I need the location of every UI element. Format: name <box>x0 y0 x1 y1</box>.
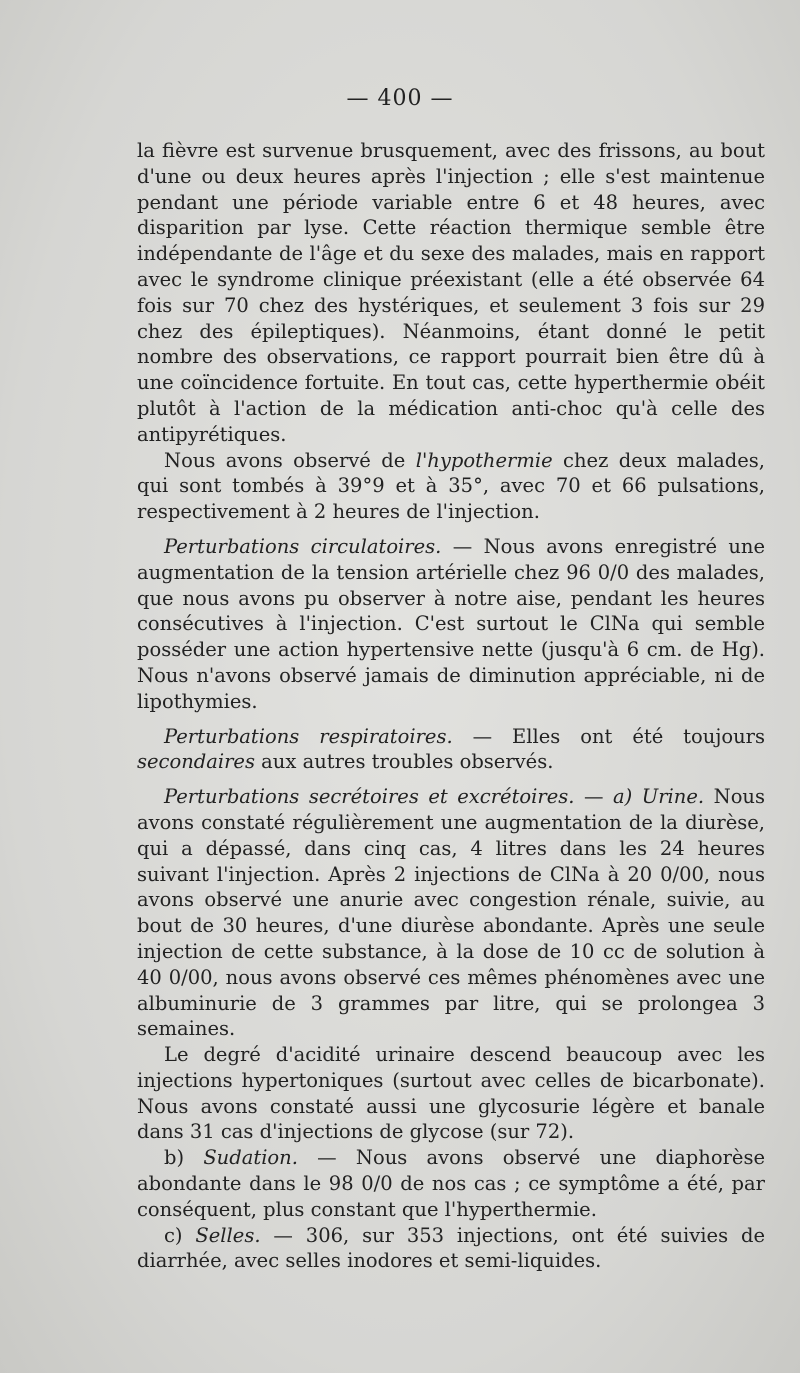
paragraph-selles <box>137 1223 765 1275</box>
sub-marker: a) <box>613 785 633 809</box>
paragraph-sudation <box>137 1145 765 1222</box>
text-body <box>137 138 765 1274</box>
section-heading: Perturbations secrétoires et excrétoires. <box>164 785 575 809</box>
italic-term: l'hypothermie <box>415 448 553 472</box>
paragraph-text: chez deux malades, qui sont tombés à 39°9 et à 35°, avec 70 et 66 pulsations, respectivement à 2 heures de l'injection. <box>137 448 765 524</box>
paragraph-fever <box>137 138 765 448</box>
paragraph-text: aux autres troubles observés. <box>254 750 554 774</box>
paragraph-hypothermia <box>137 448 765 525</box>
paragraph-respiratory <box>137 724 765 776</box>
paragraph-secretory <box>137 784 765 1042</box>
page-number: — 400 — <box>346 86 454 111</box>
sub-heading: Urine. <box>632 785 705 809</box>
sub-marker: b) <box>164 1146 185 1170</box>
italic-term: secondaires <box>137 750 255 774</box>
paragraph-text: — Elles ont été toujours <box>452 724 765 748</box>
sub-heading: Selles. <box>182 1223 261 1247</box>
paragraph-text: la fièvre est survenue brusquement, avec des frissons, au bout d'une ou deux heures après l'injection ; elle s'est maintenue pendant une période variable entre 6 et 48 heures, avec disparition par lyse. Cette réaction thermique semble être indépendante de l'âge et du sexe des malades, mais en rapport avec le syndrome clinique préexistant (elle a été observée 64 fois sur 70 chez des hystériques, et seulement 3 fois sur 29 chez des épileptiques). Néanmoins, étant donné le petit nombre des observations, ce rapport pourrait bien être dû à une coïncidence fortuite. En tout cas, cette hyperthermie obéit plutôt à l'action de la médication anti-choc qu'à celle des antipyrétiques. <box>137 139 765 446</box>
paragraph-text: — Nous avons enregistré une augmentation de la tension artérielle chez 96 0/0 des malades, que nous avons pu observer à notre aise, pendant les heures consécutives à l'injection. C'est surtout le ClNa qui semble posséder une action hypertensive nette (jusqu'à 6 cm. de Hg). Nous n'avons observé jamais de diminution appréciable, ni de lipothymies. <box>137 534 765 713</box>
paragraph-text: — 306, sur 353 injections, ont été suivies de diarrhée, avec selles inodores et semi-liquides. <box>137 1223 765 1273</box>
paragraph-text: Le degré d'acidité urinaire descend beaucoup avec les injections hypertoniques (surtout avec celles de bicarbonate). Nous avons constaté aussi une glycosurie légère et banale dans 31 cas d'injections de glycose (sur 72). <box>137 1043 765 1144</box>
section-heading: Perturbations respiratoires. <box>164 724 453 748</box>
dash: — <box>574 785 614 809</box>
section-heading: Perturbations circulatoires. <box>164 534 442 558</box>
paragraph-text: Nous avons constaté régulièrement une augmentation de la diurèse, qui a dépassé, dans cinq cas, 4 litres dans les 24 heures suivant l'injection. Après 2 injections de ClNa à 20 0/00, nous avons observé une anurie avec congestion rénale, suivie, au bout de 30 heures, d'une diurèse abondante. Après une seule injection de cette substance, à la dose de 10 cc de solution à 40 0/00, nous avons observé ces mêmes phénomènes avec une albuminurie de 3 grammes par litre, qui se prolongea 3 semaines. <box>137 785 766 1041</box>
paragraph-text: Nous avons observé de <box>164 448 416 472</box>
sub-heading: Sudation. <box>184 1146 298 1170</box>
paragraph-text: — Nous avons observé une diaphorèse abondante dans le 98 0/0 de nos cas ; ce symptôme a été, par conséquent, plus constant que l'hyperthermie. <box>137 1146 765 1221</box>
paragraph-circulatory <box>137 534 765 715</box>
paragraph-acidity <box>137 1042 765 1145</box>
sub-marker: c) <box>164 1223 183 1247</box>
